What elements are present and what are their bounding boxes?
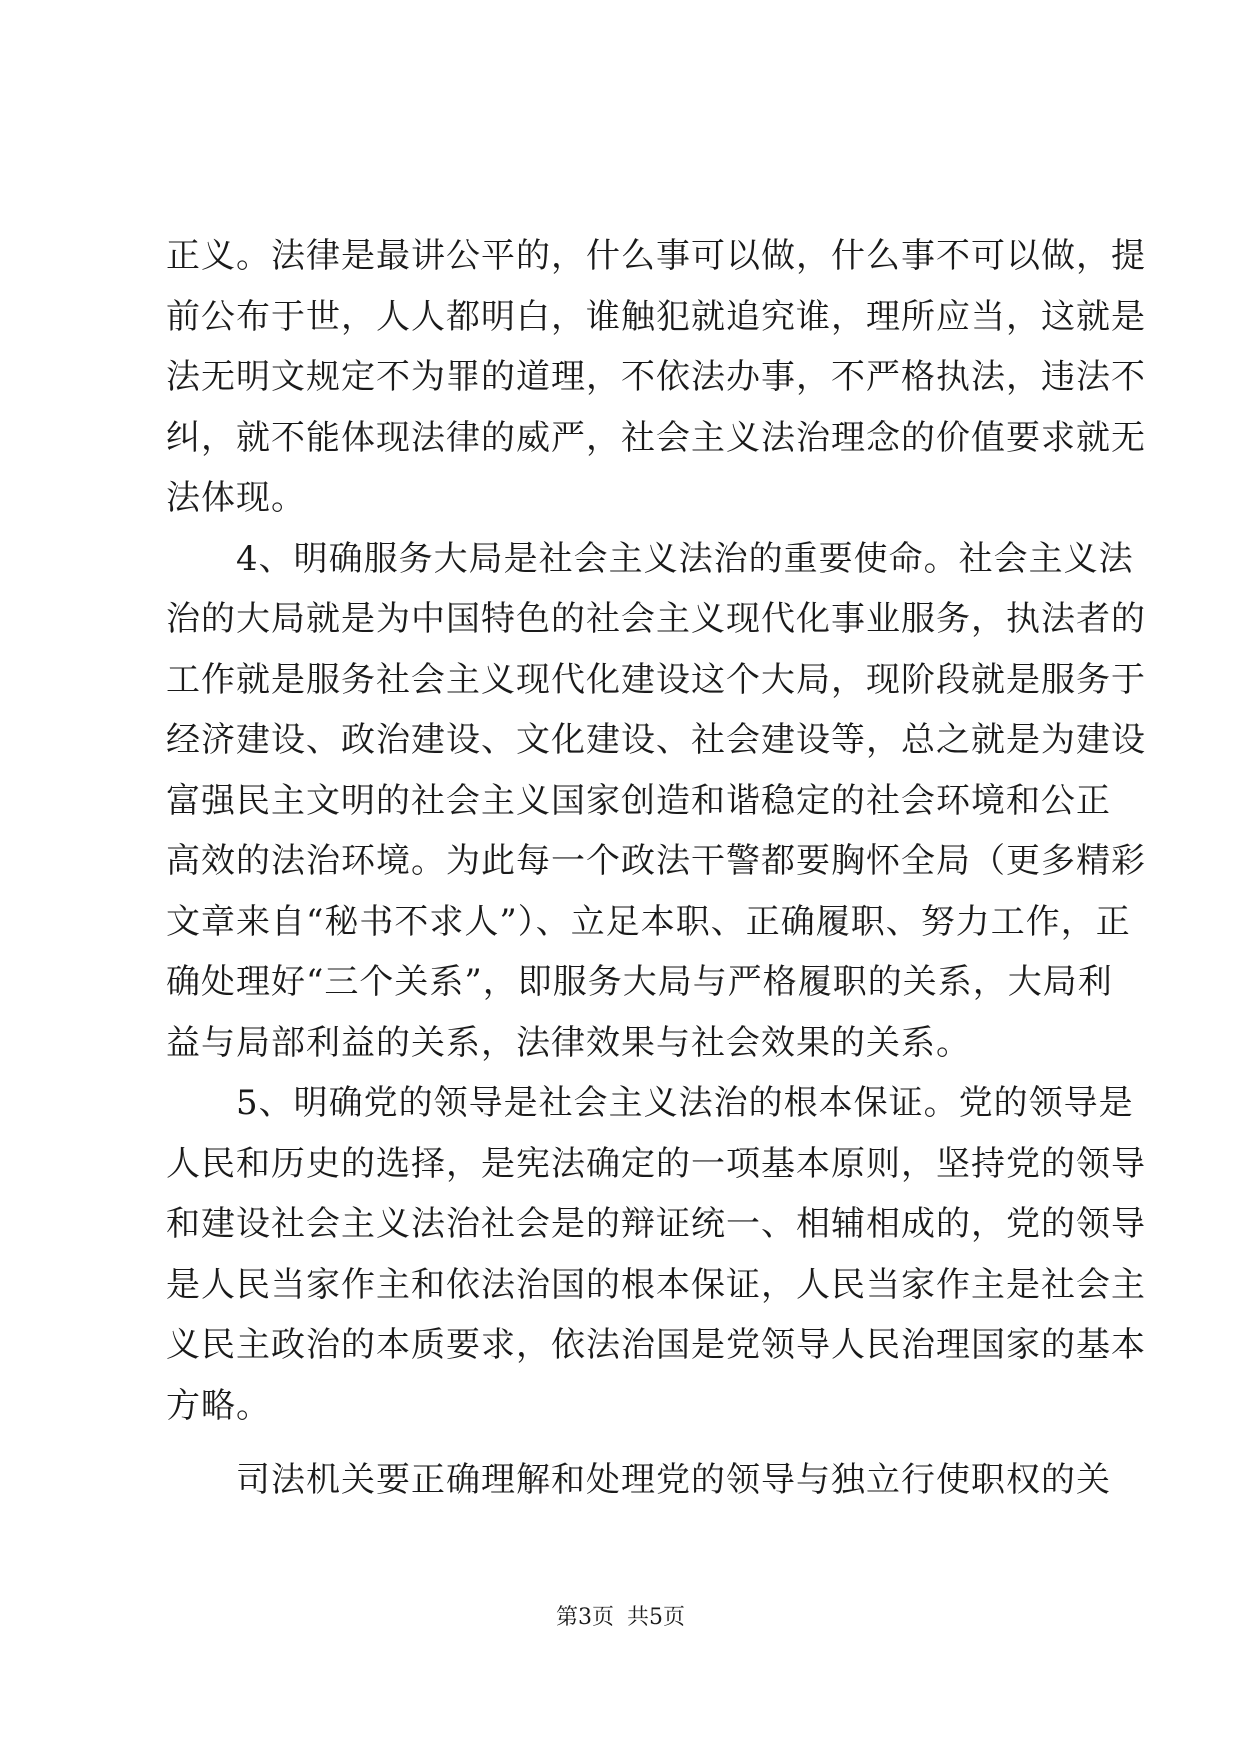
text-line: 人民和历史的选择，是宪法确定的一项基本原则，坚持党的领导 [166,1143,1146,1184]
text-line: 和建设社会主义法治社会是的辩证统一、相辅相成的，党的领导 [166,1204,1146,1244]
text-line: 高效的法治环境。为此每一个政法干警都要胸怀全局（更多精彩 [166,841,1146,881]
text-line: 法体现。 [166,478,306,518]
text-line: 益与局部利益的关系，法律效果与社会效果的关系。 [166,1022,971,1063]
page-number-footer: 第3页 共5页 [556,1605,685,1630]
text-line: 确处理好“三个关系”，即服务大局与严格履职的关系，大局利 [166,962,1113,1002]
text-line: 法无明文规定不为罪的道理，不依法办事，不严格执法，违法不 [166,357,1146,397]
text-line: 5、明确党的领导是社会主义法治的根本保证。党的领导是 [166,1083,1134,1123]
text-line: 工作就是服务社会主义现代化建设这个大局，现阶段就是服务于 [166,659,1146,700]
text-line: 治的大局就是为中国特色的社会主义现代化事业服务，执法者的 [166,599,1146,639]
text-line: 经济建设、政治建设、文化建设、社会建设等，总之就是为建设 [166,720,1146,760]
text-line: 方略。 [166,1385,271,1426]
text-line: 4、明确服务大局是社会主义法治的重要使命。社会主义法 [166,538,1134,579]
text-line: 是人民当家作主和依法治国的根本保证，人民当家作主是社会主 [166,1264,1146,1305]
text-line: 富强民主文明的社会主义国家创造和谐稳定的社会环境和公正 [166,780,1111,821]
text-line: 司法机关要正确理解和处理党的领导与独立行使职权的关 [166,1460,1111,1500]
text-line: 文章来自“秘书不求人”）、立足本职、正确履职、努力工作，正 [166,901,1131,942]
text-line: 前公布于世，人人都明白，谁触犯就追究谁，理所应当，这就是 [166,296,1146,337]
text-line: 正义。法律是最讲公平的，什么事可以做，什么事不可以做，提 [166,236,1146,276]
text-line: 纠，就不能体现法律的威严，社会主义法治理念的价值要求就无 [166,417,1146,458]
text-line: 义民主政治的本质要求，依法治国是党领导人民治理国家的基本 [166,1325,1146,1365]
body-text [166,226,1146,1511]
